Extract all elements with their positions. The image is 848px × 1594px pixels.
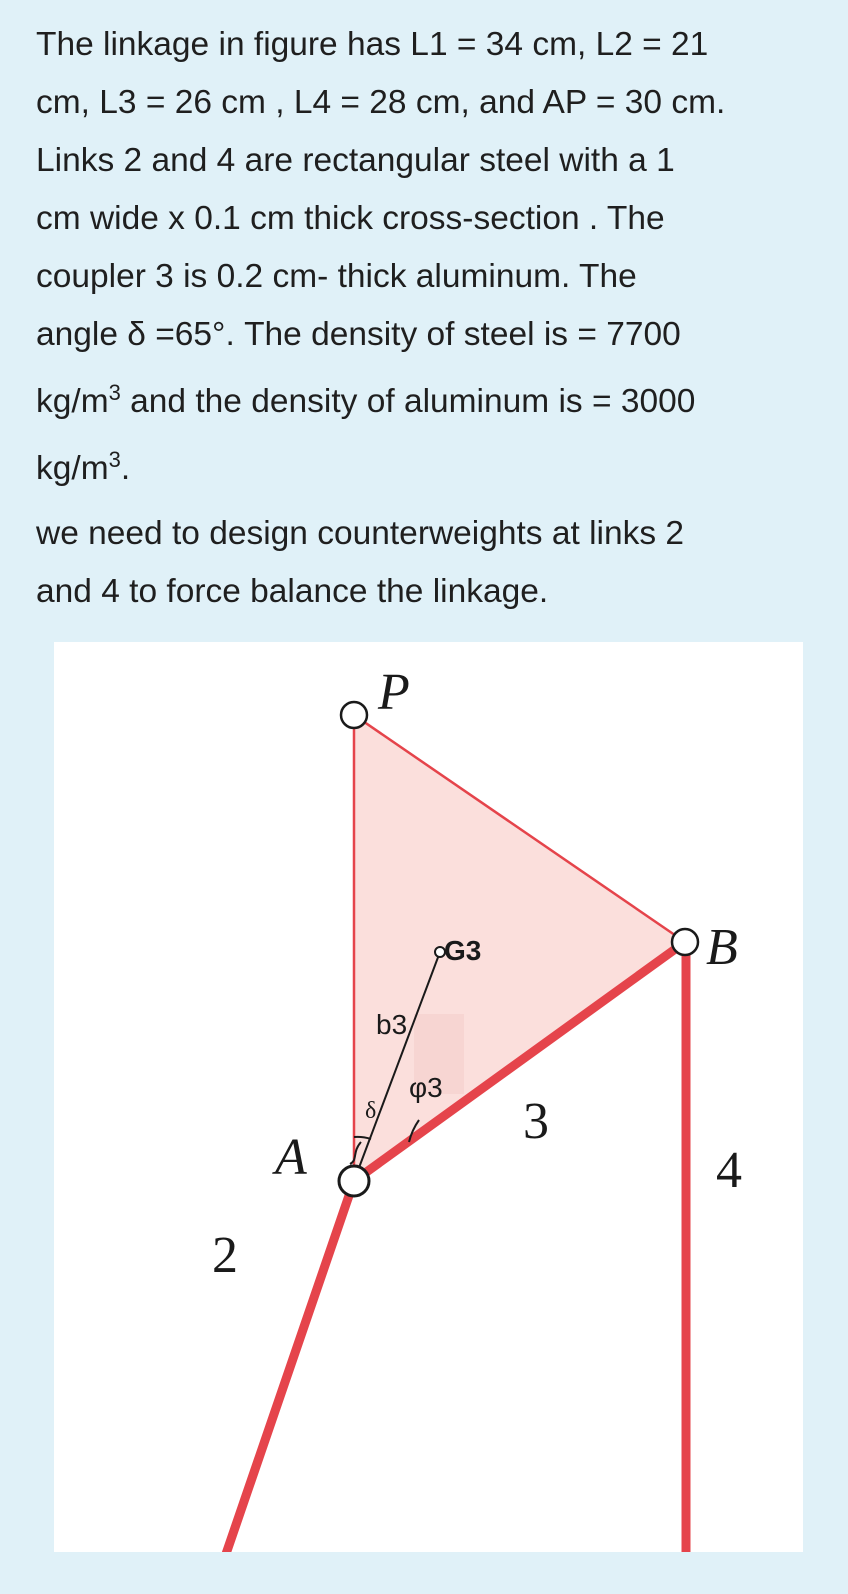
unit-superscript: 3 xyxy=(108,380,121,405)
problem-text-fragment: and the density of aluminum is = 3000 xyxy=(120,383,696,421)
label-delta: δ xyxy=(365,1098,377,1124)
linkage-figure xyxy=(54,642,803,1552)
task-line: we need to design counterweights at links 2 xyxy=(36,515,685,552)
label-b3: b3 xyxy=(376,1009,408,1040)
pin-P xyxy=(341,702,367,728)
problem-line: Links 2 and 4 are rectangular steel with a 1 xyxy=(36,142,675,179)
problem-line: angle δ =65°. The density of steel is = 7700 xyxy=(36,316,681,353)
unit-superscript: 3 xyxy=(108,447,121,473)
problem-line: The linkage in figure has L1 = 34 cm, L2 = 21 xyxy=(36,26,709,63)
label-A: A xyxy=(275,1129,307,1186)
coupler-link-3 xyxy=(354,715,685,1182)
pin-B xyxy=(672,929,698,955)
pin-A xyxy=(339,1166,369,1196)
unit-text: kg/m xyxy=(36,383,109,421)
problem-line: cm, L3 = 26 cm , L4 = 28 cm, and AP = 30 cm. xyxy=(36,84,726,121)
problem-line xyxy=(36,431,826,498)
linkage-diagram xyxy=(54,642,803,1552)
task-line: and 4 to force balance the linkage. xyxy=(36,573,549,610)
label-link-2: 2 xyxy=(212,1227,238,1284)
label-P: P xyxy=(378,664,410,721)
unit-text: kg/m xyxy=(36,450,109,488)
link-2 xyxy=(181,1181,354,1552)
task-statement xyxy=(36,505,826,621)
problem-text-fragment: . xyxy=(120,450,131,488)
label-link-3: 3 xyxy=(523,1093,549,1150)
label-G3: G3 xyxy=(444,935,482,966)
label-link-4: 4 xyxy=(716,1142,742,1199)
problem-statement xyxy=(36,16,826,498)
label-B: B xyxy=(706,919,738,976)
label-phi3: φ3 xyxy=(409,1072,443,1103)
problem-line: cm wide x 0.1 cm thick cross-section . The xyxy=(36,200,665,237)
problem-line: coupler 3 is 0.2 cm- thick aluminum. The xyxy=(36,258,637,295)
problem-line xyxy=(36,364,826,431)
